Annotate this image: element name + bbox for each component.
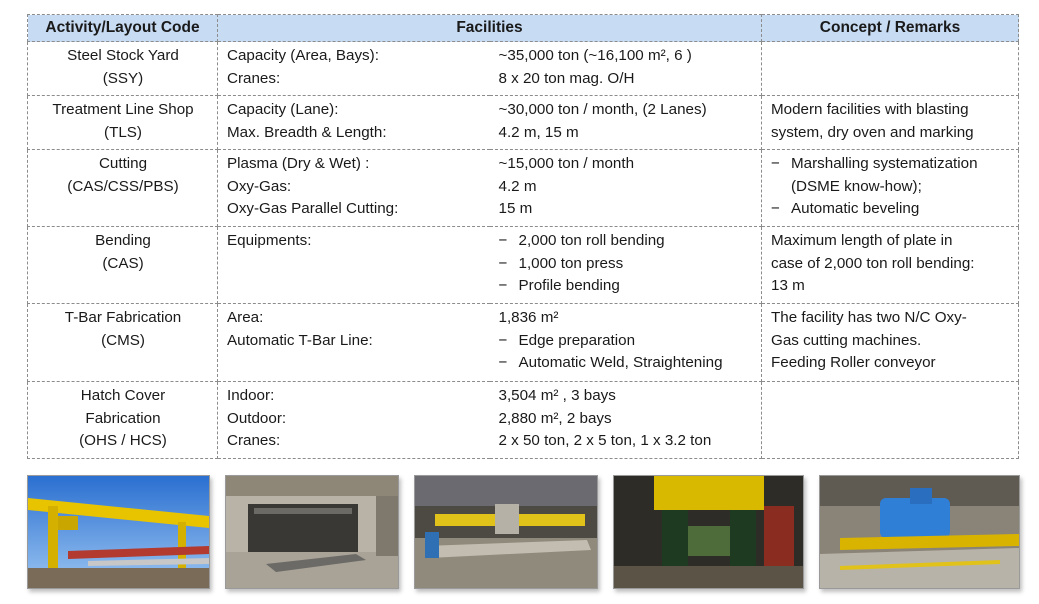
remark-bullet: − Automatic beveling — [771, 198, 1010, 221]
table-row — [28, 42, 1019, 96]
facility-label: Indoor: — [227, 387, 275, 404]
activity-code-cell — [28, 382, 218, 459]
remarks-cell — [762, 96, 1019, 150]
activity-name: Steel Stock Yard — [67, 47, 179, 64]
remarks-cell — [762, 227, 1019, 304]
table-row — [28, 304, 1019, 382]
facility-bullet: − 1,000 ton press — [499, 253, 754, 276]
facility-label: Area: — [227, 309, 264, 326]
activity-name: Hatch Cover — [80, 387, 166, 404]
remark-line: Feeding Roller conveyor — [771, 354, 936, 371]
facility-labels-cell — [218, 96, 490, 150]
facility-label: Cranes: — [227, 69, 281, 87]
facility-value: 15 m — [498, 200, 533, 217]
activity-code-cell — [28, 304, 218, 382]
remark-line: Maximum length of plate in — [771, 232, 953, 249]
facility-label: Plasma (Dry & Wet) : — [227, 155, 370, 172]
facility-value: 4.2 m — [498, 177, 537, 195]
photo-strip — [27, 475, 1022, 591]
remarks-cell — [762, 42, 1019, 96]
layout-code: (TLS) — [104, 123, 142, 141]
activity-code-cell — [28, 150, 218, 227]
activity-code-cell — [28, 96, 218, 150]
facility-labels-cell — [218, 42, 490, 96]
facility-label: Outdoor: — [227, 409, 287, 427]
facility-label: Equipments: — [227, 232, 312, 249]
facility-values-cell — [490, 42, 762, 96]
facilities-table — [27, 14, 1019, 459]
layout-code: (CMS) — [101, 331, 145, 349]
header-activity-code: Activity/Layout Code — [28, 15, 218, 42]
facility-value: 2,880 m², 2 bays — [498, 409, 612, 427]
facility-bullet: − Edge preparation — [499, 330, 754, 353]
table-row — [28, 150, 1019, 227]
facility-bullet: − 2,000 ton roll bending — [499, 230, 754, 253]
facility-values-cell — [490, 150, 762, 227]
facility-labels-cell — [218, 382, 490, 459]
photo-gantry-crane — [27, 475, 210, 589]
header-remarks: Concept / Remarks — [762, 15, 1019, 42]
facility-label: Max. Breadth & Length: — [227, 123, 387, 141]
facility-value: ~30,000 ton / month, (2 Lanes) — [498, 101, 707, 118]
facility-bullet: − Profile bending — [499, 275, 754, 298]
remark-line: The facility has two N/C Oxy- — [771, 309, 967, 326]
remarks-cell — [762, 382, 1019, 459]
table-row — [28, 382, 1019, 459]
facility-value: 4.2 m, 15 m — [498, 123, 579, 141]
facility-labels-cell — [218, 150, 490, 227]
facility-values-cell — [490, 382, 762, 459]
photo-t-bar-fabrication — [819, 475, 1020, 589]
photo-cutting-machine — [414, 475, 598, 589]
facility-values-cell — [490, 304, 762, 382]
photo-treatment-line — [225, 475, 399, 589]
activity-code-cell — [28, 227, 218, 304]
remark-line: (DSME know-how); — [791, 177, 922, 195]
layout-code: (CAS) — [102, 254, 144, 272]
facility-values-cell — [490, 96, 762, 150]
remark-bullet: − Marshalling systematization — [771, 153, 1010, 176]
remarks-cell — [762, 150, 1019, 227]
facility-value: 2 x 50 ton, 2 x 5 ton, 1 x 3.2 ton — [498, 432, 712, 449]
facility-label: Automatic T-Bar Line: — [227, 331, 373, 349]
facility-value: 1,836 m² — [498, 309, 559, 326]
header-facilities: Facilities — [218, 15, 762, 42]
facility-value: 3,504 m² , 3 bays — [498, 387, 616, 404]
facility-label: Cranes: — [227, 432, 281, 449]
facility-label: Capacity (Lane): — [227, 101, 339, 118]
photo-bending-press — [613, 475, 804, 589]
facility-value: 8 x 20 ton mag. O/H — [498, 69, 635, 87]
remark-line: system, dry oven and marking — [771, 123, 974, 141]
layout-code: (CAS/CSS/PBS) — [67, 177, 179, 195]
table-row — [28, 96, 1019, 150]
facility-label: Capacity (Area, Bays): — [227, 47, 379, 64]
facility-value: ~15,000 ton / month — [498, 155, 635, 172]
remark-line: case of 2,000 ton roll bending: — [771, 254, 975, 272]
activity-name: Treatment Line Shop — [52, 101, 194, 118]
table-header-row — [28, 15, 1019, 42]
remark-line: Gas cutting machines. — [771, 331, 922, 349]
table-row — [28, 227, 1019, 304]
layout-code: (OHS / HCS) — [79, 432, 167, 449]
activity-name: Fabrication — [85, 409, 161, 427]
remarks-cell — [762, 304, 1019, 382]
facility-labels-cell — [218, 227, 490, 304]
remark-line: Modern facilities with blasting — [771, 101, 969, 118]
layout-code: (SSY) — [102, 69, 144, 87]
facility-labels-cell — [218, 304, 490, 382]
activity-name: Bending — [95, 232, 151, 249]
activity-name: Cutting — [98, 155, 148, 172]
activity-code-cell — [28, 42, 218, 96]
activity-name: T-Bar Fabrication — [64, 309, 182, 326]
facility-values-cell — [490, 227, 762, 304]
remark-line: 13 m — [771, 277, 805, 294]
facility-bullet: − Automatic Weld, Straightening — [499, 352, 754, 375]
facility-label: Oxy-Gas Parallel Cutting: — [227, 200, 399, 217]
facility-value: ~35,000 ton (~16,100 m², 6 ) — [498, 47, 692, 64]
facility-label: Oxy-Gas: — [227, 177, 292, 195]
